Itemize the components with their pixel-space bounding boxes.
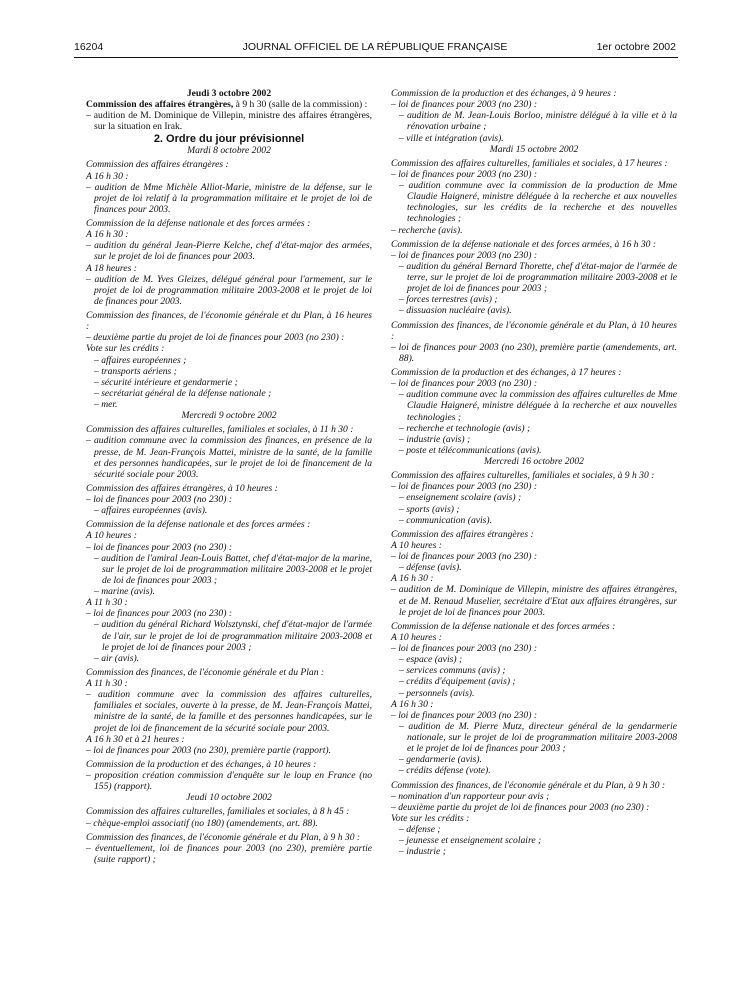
agenda-item: – loi de finances pour 2003 (no 230) : [391, 378, 538, 390]
agenda-subitem: – audition de M. Pierre Mutz, directeur général de la gendarmerie nationale, sur le projet de loi de programmation militaire 2003-2008 et le projet de loi de finances pour 2003 ; [399, 720, 677, 755]
agenda-subitem: – marine (avis). [94, 586, 156, 597]
agenda-subitem: – crédits défense (vote). [399, 765, 491, 777]
agenda-subitem: – communication (avis). [399, 514, 492, 526]
agenda-subitem: – crédits d'équipement (avis) ; [399, 676, 516, 688]
agenda-item: – loi de finances pour 2003 (no 230) : [391, 709, 538, 721]
commission-heading: Commission de la production et des échanges, à 17 heures : [391, 367, 622, 378]
commission-heading: Commission de la production et des échanges, à 10 heures : [86, 758, 317, 770]
agenda-subitem: – audition du général Richard Wolsztynski, chef d'état-major de l'armée de l'air, sur le projet de loi de programmation militaire 2003-2008 et le projet de loi de finances pour 2003 ; [94, 619, 372, 653]
agenda-subitem: – espace (avis) ; [399, 654, 463, 666]
time-line: A 11 h 30 : [86, 597, 128, 609]
commission-heading: Commission de la défense nationale et des forces armées : [391, 620, 616, 632]
agenda-subitem: – enseignement scolaire (avis) ; [399, 492, 522, 504]
page-header [74, 38, 676, 54]
agenda-subitem: – défense (avis). [399, 562, 462, 574]
agenda-subitem: – sports (avis) ; [399, 503, 460, 515]
date-heading: Mercredi 16 octobre 2002 [484, 456, 584, 467]
left-column [86, 88, 372, 865]
time-line: A 16 h 30 : [391, 698, 434, 710]
agenda-subitem: – gendarmerie (avis). [399, 754, 482, 766]
commission-heading: Commission des finances, de l'économie générale et du Plan, à 9 h 30 : [391, 779, 666, 791]
time-line: A 16 h 30 : [391, 573, 434, 585]
journal-title: JOURNAL OFFICIEL DE LA RÉPUBLIQUE FRANÇAISE [242, 41, 508, 53]
agenda-subitem: – dissuasion nucléaire (avis). [399, 305, 512, 317]
agenda-subitem: – affaires européennes (avis). [94, 505, 208, 517]
header-rule [74, 57, 678, 58]
commission-heading: Commission des affaires culturelles, familiales et sociales, à 8 h 45 : [86, 806, 350, 818]
agenda-subitem: – personnels (avis). [399, 687, 475, 699]
agenda-item: – chèque-emploi associatif (no 180) (amendements, art. 88). [86, 817, 318, 829]
agenda-item: – recherche (avis). [391, 224, 463, 236]
commission-time: à 9 h 30 (salle de la commission) : [235, 99, 368, 111]
page-number: 16204 [74, 41, 104, 53]
date-heading: Jeudi 3 octobre 2002 [186, 88, 272, 99]
agenda-item: – audition du général Jean-Pierre Kelche, chef d'état-major des armées, sur le projet de loi de finances pour 2003. [86, 240, 372, 263]
time-line: A 16 h 30 et à 21 heures : [86, 733, 185, 745]
agenda-subitem: – services communs (avis) ; [399, 665, 506, 677]
agenda-subitem: – audition de l'amiral Jean-Louis Battet, chef d'état-major de la marine, sur le projet de loi de programmation militaire 2003-2008 et le projet de loi de finances pour 2003 ; [94, 552, 372, 586]
vote-item: – transports aériens ; [94, 365, 177, 377]
agenda-item: – audition de M. Dominique de Villepin, ministre des affaires étrangères, et de M. Renaud Muselier, secrétaire d'Etat aux affaires étrangères, sur le projet de loi de finances pour 2003. [391, 584, 677, 618]
vote-item: – mer. [94, 399, 118, 410]
commission-heading: Commission des affaires étrangères, à 10 heures : [86, 482, 278, 494]
time-line: A 18 heures : [86, 262, 137, 274]
vote-item: – défense ; [399, 824, 441, 835]
time-line: A 16 h 30 : [86, 170, 129, 182]
agenda-subitem: – audition de M. Jean-Louis Borloo, ministre délégué à la ville et à la rénovation urbaine ; [399, 110, 677, 133]
agenda-item: – nomination d'un rapporteur pour avis ; [391, 790, 550, 802]
agenda-item: – audition de M. Dominique de Villepin, ministre des affaires étrangères, sur la situation en Irak. [86, 110, 372, 133]
agenda-item: – loi de finances pour 2003 (no 230) : [391, 168, 538, 180]
time-line: A 11 h 30 : [86, 678, 128, 689]
vote-item: – industrie ; [399, 846, 446, 858]
agenda-item: – loi de finances pour 2003 (no 230), première partie (amendements, art. 88). [391, 341, 677, 364]
agenda-item: – loi de finances pour 2003 (no 230) : [391, 551, 538, 562]
vote-item: – affaires européennes ; [94, 354, 187, 366]
agenda-item: – deuxième partie du projet de loi de finances pour 2003 (no 230) : [391, 801, 650, 813]
commission-heading: Commission des finances, de l'économie générale et du Plan, à 9 h 30 : [86, 831, 361, 843]
vote-item: – sécurité intérieure et gendarmerie ; [94, 376, 238, 388]
agenda-item: – loi de finances pour 2003 (no 230) : [86, 494, 233, 505]
agenda-item: – loi de finances pour 2003 (no 230) : [391, 481, 538, 493]
agenda-item: – loi de finances pour 2003 (no 230) : [391, 249, 538, 261]
commission-heading: Commission de la défense nationale et des forces armées : [86, 218, 311, 229]
commission-heading: Commission des affaires étrangères : [86, 159, 229, 171]
agenda-subitem: – audition commune avec la commission de la production de Mme Claudie Haigneré, ministre déléguée à la recherche et aux nouvelles technologies, sur les crédits de la recherche et des nouvelles technologies ; [399, 180, 677, 225]
vote-heading: Vote sur les crédits : [86, 343, 165, 355]
agenda-item: – loi de finances pour 2003 (no 230) : [391, 643, 538, 654]
agenda-subitem: – industrie (avis) ; [399, 433, 471, 445]
time-line: A 10 heures : [86, 530, 137, 542]
vote-heading: Vote sur les crédits : [391, 812, 470, 824]
time-line: A 16 h 30 : [86, 229, 129, 241]
agenda-item: – loi de finances pour 2003 (no 230) : [86, 541, 233, 553]
agenda-item: – audition de M. Yves Gleizes, délégué général pour l'armement, sur le projet de loi de programmation militaire 2003-2008 et le projet de loi de finances pour 2003. [86, 273, 372, 307]
commission-heading: Commission de la défense nationale et des forces armées : [86, 519, 311, 531]
agenda-subitem: – recherche et technologie (avis) ; [399, 422, 531, 434]
vote-item: – secrétariat général de la défense nationale ; [94, 387, 272, 399]
vote-item: – jeunesse et enseignement scolaire ; [399, 835, 542, 847]
agenda-subitem: – audition commune avec la commission des affaires culturelles de Mme Claudie Haigneré, ministre déléguée à la recherche et aux nouvelles technologies ; [399, 389, 677, 423]
right-column [391, 88, 677, 857]
date-heading: Jeudi 10 octobre 2002 [186, 792, 272, 804]
commission-line [86, 99, 372, 110]
commission-heading: Commission de la production et des échanges, à 9 heures : [391, 88, 617, 99]
commission-heading: Commission des finances, de l'économie générale et du Plan, à 10 heures : [391, 319, 677, 342]
date-heading: Mercredi 9 octobre 2002 [181, 410, 277, 422]
agenda-subitem: – audition du général Bernard Thorette, chef d'état-major de l'armée de terre, sur le projet de loi de programmation militaire 2003-2008 et le projet de loi de finances pour 2003 ; [399, 260, 677, 295]
commission-heading: Commission des finances, de l'économie générale et du Plan : [86, 666, 325, 678]
issue-date: 1er octobre 2002 [596, 41, 676, 53]
commission-heading: Commission des affaires culturelles, familiales et sociales, à 17 heures : [391, 157, 668, 169]
agenda-item: – audition commune avec la commission des finances, en présence de la presse, de M. Jean-François Mattei, ministre de la santé, de la famille et des personnes handicapées, sur le projet de loi de financement de la sécurité sociale pour 2003. [86, 435, 372, 480]
time-line: A 10 heures : [391, 631, 442, 643]
commission-heading: Commission de la défense nationale et des forces armées, à 16 h 30 : [391, 238, 657, 250]
agenda-item: – éventuellement, loi de finances pour 2003 (no 230), première partie (suite rapport) ; [86, 842, 372, 865]
commission-heading: Commission des finances, de l'économie générale et du Plan, à 16 heures : [86, 310, 372, 333]
agenda-item: – audition de Mme Michèle Alliot-Marie, ministre de la défense, sur le projet de loi relatif à la programmation militaire et le projet de loi de finances pour 2003. [86, 181, 372, 215]
agenda-item: – audition commune avec la commission des affaires culturelles, familiales et sociales, ouverte à la presse, de M. Jean-François Mattei, ministre de la santé, de la famille et des personnes handicapées, sur le projet de loi de financement de la sécurité sociale pour 2003. [86, 689, 372, 734]
commission-heading: Commission des affaires culturelles, familiales et sociales, à 9 h 30 : [391, 470, 655, 482]
agenda-subitem: – ville et intégration (avis). [399, 132, 504, 144]
agenda-subitem: – poste et télécommunications (avis). [399, 444, 542, 456]
agenda-item: – loi de finances pour 2003 (no 230) : [86, 608, 233, 620]
commission-heading: Commission des affaires étrangères : [391, 528, 534, 540]
date-heading: Mardi 15 octobre 2002 [489, 143, 579, 155]
agenda-item: – deuxième partie du projet de loi de finances pour 2003 (no 230) : [86, 332, 345, 344]
commission-heading: Commission des affaires culturelles, familiales et sociales, à 11 h 30 : [86, 424, 354, 436]
agenda-item: – loi de finances pour 2003 (no 230), première partie (rapport). [86, 744, 331, 756]
time-line: A 10 heures : [391, 539, 442, 551]
agenda-subitem: – forces terrestres (avis) ; [399, 294, 498, 306]
date-heading: Mardi 8 octobre 2002 [187, 145, 271, 157]
agenda-item: – loi de finances pour 2003 (no 230) : [391, 99, 538, 111]
agenda-item: – proposition création commission d'enquête sur le loup en France (no 155) (rapport). [86, 770, 372, 793]
commission-name: Commission des affaires étrangères, [86, 99, 234, 111]
agenda-subitem: – air (avis). [94, 652, 140, 664]
section-title: 2. Ordre du jour prévisionnel [153, 132, 305, 145]
